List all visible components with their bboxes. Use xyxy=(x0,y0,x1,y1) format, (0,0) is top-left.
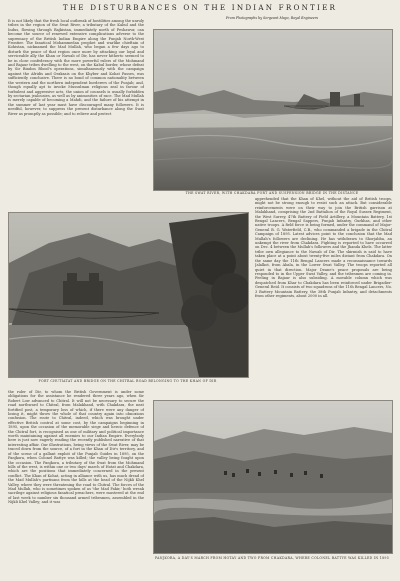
swat-river-illustration xyxy=(154,30,392,190)
article-column-3: the ruler of Dir, to whom the British Government is under some obligations for the assistance he rendered three years ago, when Sir Robert Low advanced to Chitral. It will not be necessary to secure the road northward to Chitral, from Malakhand, with Chakdara, the neat fortified post, a temporary loss of which, if there were any danger of losing it, might throw the whole of that country again into obnoxious confusion. The route to Chitral, indeed, which was brought under effective British control at some cost, by the campaigns beginning in 1895, upon the occasion of the memorable siege and heroic defence of the Chitral fort, is recognised as one of military and political importance worth maintaining against all enemies to our Indian Empire. Everybody here is just now eagerly reading the recently published narrative of that interesting affair. Our illustrations, being views of the Swat River, may be traced down from the source, of a fort in the Khan of Dir's territory, and of the scene of a gallant exploit of the Punjab Guides in 1895, on the Panjkora, when Colonel Battye was killed; the valley being fought upon the occasion. The Panjkora, a tributary of the Swat from the Mohmand hills of the west, is within one or two days' march of Hotat and Chakdara, which are the positions that immediately concerned in the present conflict. The Khan of Kohat, acting in alliance with us, has much dread of the Mad Mullah's partisans from the hills at the head of the Nijkli Khel Valley, where they were threatening the road to Chitral. The forces of the Mad Mullah, who is sometimes spoken of as 'the Mad Fakir,' both wreak sacrilege against religious fanatical preachers, were mustered at the end of last week to number six thousand armed tribesmen, assembled in the Nijkli Khel Valley; and it was xyxy=(8,390,144,505)
panjkora-photo xyxy=(153,400,393,554)
caption-swat-river: THE SWAT RIVER, WITH CHAKDARA FORT AND SUSPENSION BRIDGE IN THE DISTANCE xyxy=(185,191,359,195)
caption-panjkora: PANJKORA, A DAY'S MARCH FROM HOTAY AND TWO FROM CHAKDARA, WHERE COLONEL BATTYE WAS KILLED IN 1895 xyxy=(154,556,390,560)
article-column-1: It is not likely that the fresh local outbreak of hostilities among the unruly tribes in the region of the Swat River, a tributary of the Kabul and the Indus, flowing through Bajkistan, immediately north of Peshawur, can become the source of renewed extensive complications adverse to the supremacy of the British Indian Empire along the Punjab North-West Frontier. The fanatical Mohammedan prophet and warlike chieftain of Kohistan, nicknamed the Mad Mullah, who began a few days ago to disturb the peace of that region once more by attacking our loyal and serviceable ally the Khan or Nawab of Dir, has never hitherto seemed to be in close confederacy with the more powerful rulers of the Mohmand and Bajaur tribes dwelling to the west, on the Kabul border, whose defeat by Sir Bindon Blood's operations, simultaneously with the campaign against the Afridis and Orakzais on the Khyber and Kohat Passes, was sufficiently conclusive. There is no bond of common nationality between the western and the northern independent borderers of the Punjab; and, though equally apt to invoke Mussulman religious zeal in favour of turbulent and aggressive acts, the union of counsels is usually forbidden by sectarian jealousies, as well as by animosities of race. The Mad Mullah is merely capable of becoming a Mahdi, and the failure of his attempt in the summer of last year must have discouraged many followers. It is needful, however, to suppress the present disturbance along the Swat River as promptly as possible; and to relieve and protect xyxy=(8,19,144,116)
article-column-2: apprehended that the Khan of Khel, without the aid of British troops, might not be strong enough to resist such an attack. But considerable reinforcements were on their way to join the British garrison at Malakhand, comprising the 2nd Battalion of the Royal Sussex Regiment, the West Surrey, 47th Battery of Field Artillery, a Mountain Battery, 1st Bengal Lancers, Bengal Sappers, Punjab Infantry, Gurkhas, and other native troops. A field force is being formed, under the command of Major-General B. G. Waterfield, C.B., who commanded a brigade in the Chitral Campaign of 1895. Latest advices point to the conclusion that the Mad Mullah's followers are declining. He has withdrawn to Shorjabba, an unkempt the river from Chakdara. Fighting is reported to have occurred on Dec. 4 between the Mullah's followers and the Jhanda Khels. The latter tribe own allegiance to the Nawab of Dir. The skirmish is said to have taken place at a point about twenty-five miles distant from Chakdara. On the same day the 11th Bengal Lancers made a reconnaissance towards Jalalkot, from Abala, in the Lower Swat Valley. The troops reported all quiet in that direction. Major Deane's peace proposals are being responded to in the Upper Swat Valley, and the tribesmen are coming in. Feeling in Bajaur is also subsiding. A movable column which was despatched from Khar to Chakdara has been reinforced under Brigadier-General Reid. It consists of two squadrons of the 11th Bengal Lancers, No. 3 Battery Mountain Battery, the 38th Punjab Infantry, and detachments from other regiments, about 2000 in all. xyxy=(255,197,392,298)
panjkora-illustration xyxy=(154,401,392,553)
page-title: THE DISTURBANCES ON THE INDIAN FRONTIER xyxy=(62,3,338,12)
swat-river-photo xyxy=(153,29,393,191)
photo-credit: From Photographs by Sergeant Mayo, Royal Engineers xyxy=(225,16,319,20)
caption-fort-chutiatat: FORT CHUTIATAT AND BRIDGE ON THE CHITRAL ROAD BELONGING TO THE KHAN OF DIR xyxy=(38,379,217,383)
fort-chutiatat-illustration xyxy=(9,213,248,377)
fort-chutiatat-photo xyxy=(8,212,249,378)
